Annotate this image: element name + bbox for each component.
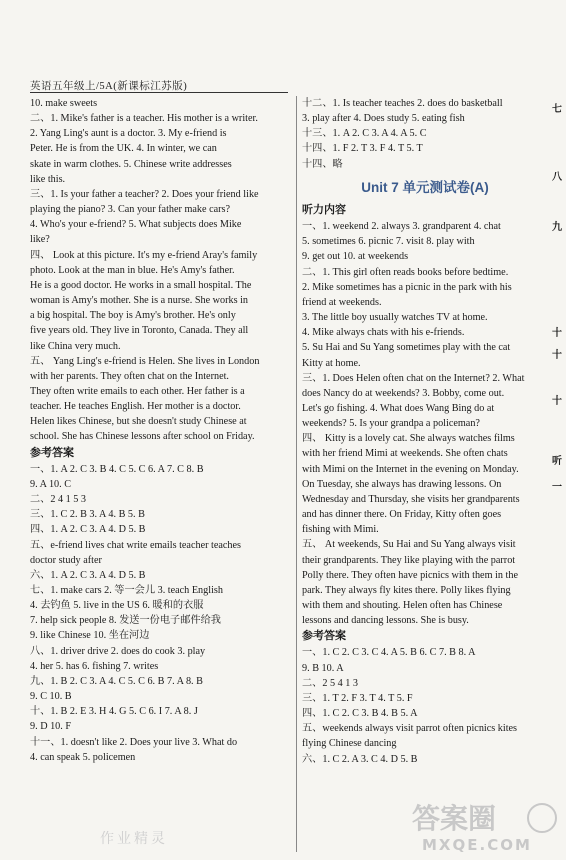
left-column-line: 9. A 10. C [30, 478, 72, 490]
left-column-line: 一、1. A 2. C 3. B 4. C 5. C 6. A 7. C 8. B [30, 463, 204, 475]
right-column-bottom [302, 203, 548, 767]
right-bottom-line: 五、 At weekends, Su Hai and Su Yang always visit [302, 539, 516, 551]
right-bottom-line: with Mimi on the Internet in the evening on Monday. [302, 463, 519, 475]
column-divider [296, 96, 297, 852]
right-bottom-line: 四、 Kitty is a lovely cat. She always watches films [302, 433, 515, 445]
left-column-line: school. She has Chinese lessons after school on Friday. [30, 431, 255, 443]
left-column-line: 9. like Chinese 10. 坐在河边 [30, 630, 150, 642]
edge-fragment: 十 [552, 328, 562, 339]
left-column-line: 四、1. A 2. C 3. A 4. D 5. B [30, 524, 146, 536]
right-bottom-line: 六、1. C 2. A 3. C 4. D 5. B [302, 753, 418, 765]
right-bottom-line: 一、1. C 2. C 3. C 4. A 5. B 6. C 7. B 8. A [302, 647, 476, 659]
right-bottom-line: with them and shouting. Helen often has Chinese [302, 600, 503, 611]
stamp-text: 作业精灵 [100, 831, 168, 847]
left-column-line: like China very much. [30, 340, 121, 352]
left-column-line: 六、1. A 2. C 3. A 4. D 5. B [30, 569, 146, 581]
left-column-line: 9. D 10. F [30, 721, 72, 733]
left-column-line: photo. Look at the man in blue. He's Amy's father. [30, 264, 235, 276]
left-column-line: 二、1. Mike's father is a teacher. His mother is a writer. [30, 113, 258, 125]
right-bottom-line: 3. The little boy usually watches TV at home. [302, 312, 488, 324]
left-column-line: like this. [30, 173, 66, 185]
right-bottom-line: weekends? 5. Is your grandpa a policeman? [302, 418, 480, 430]
right-bottom-line: On Tuesday, she always has drawing lessons. On [302, 478, 502, 490]
edge-fragment: 听 [552, 456, 562, 467]
left-column-line: 4. can speak 5. policemen [30, 751, 136, 763]
watermark-main-text: 答案圈 [412, 802, 497, 835]
left-column [30, 96, 292, 765]
left-column-line: 十一、1. doesn't like 2. Does your live 3. What do [30, 736, 238, 748]
right-bottom-line: 三、1. T 2. F 3. T 4. T 5. F [302, 692, 413, 704]
left-column-line: like? [30, 234, 50, 246]
right-bottom-line: 5. sometimes 6. picnic 7. visit 8. play with [302, 236, 475, 248]
left-column-line: 4. her 5. has 6. fishing 7. writes [30, 660, 159, 672]
right-bottom-line: Kitty at home. [302, 357, 361, 369]
right-top-line: 十二、1. Is teacher teaches 2. does do basketball [302, 98, 503, 109]
right-bottom-line: 一、1. weekend 2. always 3. grandparent 4. chat [302, 221, 501, 233]
right-bottom-line: their grandparents. They like playing with the parrot [302, 554, 516, 566]
left-column-line: 五、 Yang Ling's e-friend is Helen. She lives in London [30, 355, 260, 367]
left-column-line: with her parents. They often chat on the Internet. [30, 370, 229, 382]
right-bottom-line: park. They always fly kites there. Polly likes flying [302, 584, 511, 596]
header-rule [30, 92, 288, 93]
watermark-logo [392, 796, 562, 856]
left-column-line: 参考答案 [30, 446, 74, 459]
left-column-line: playing the piano? 3. Can your father make cars? [30, 204, 230, 216]
left-column-line: 五、e-friend lives chat write emails teacher teaches [30, 539, 242, 551]
left-column-line: Peter. He is from the UK. 4. In winter, we can [30, 143, 217, 155]
left-column-line: 2. Yang Ling's aunt is a doctor. 3. My e-friend is [30, 128, 227, 140]
left-column-line: skate in warm clothes. 5. Chinese write addresses [30, 158, 232, 170]
right-bottom-line: lessons and dancing lessons. She is busy. [302, 615, 469, 627]
left-column-line: teacher. He teaches English. Her mother is a doctor. [30, 401, 241, 413]
left-column-line: He is a good doctor. He works in a small hospital. The [30, 279, 252, 291]
left-column-line: 10. make sweets [30, 98, 98, 109]
right-column-top [302, 96, 548, 172]
left-column-line: woman is Amy's mother. She is a nurse. She works in [30, 295, 249, 307]
right-bottom-line: 听力内容 [302, 203, 346, 216]
left-column-line: They often write emails to each other. Her father is a [30, 385, 245, 397]
left-column-line: doctor study after [30, 554, 102, 566]
edge-fragment: 九 [552, 222, 562, 233]
right-bottom-line: 五、weekends always visit parrot often picnics kites [302, 723, 518, 735]
right-bottom-line: flying Chinese dancing [302, 738, 397, 750]
edge-fragment: 八 [552, 172, 562, 183]
right-bottom-line: friend at weekends. [302, 296, 382, 308]
right-column [302, 96, 548, 767]
right-bottom-line: 5. Su Hai and Su Yang sometimes play with the cat [302, 342, 511, 354]
left-column-line: 7. help sick people 8. 发送一份电子邮件给我 [30, 615, 221, 627]
right-bottom-line: 2. Mike sometimes has a picnic in the park with his [302, 281, 512, 293]
right-bottom-line: and has dinner there. On Friday, Kitty often goes [302, 509, 502, 521]
right-top-line: 十四、略 [302, 158, 343, 170]
right-top-line: 十四、1. F 2. T 3. F 4. T 5. T [302, 143, 423, 155]
left-column-line: 四、 Look at this picture. It's my e-friend Aray's family [30, 249, 258, 261]
watermark-url-text: MXQE.COM [422, 836, 532, 854]
left-column-line: 4. Who's your e-friend? 5. What subjects does Mike [30, 219, 242, 231]
watermark-badge-icon [528, 804, 556, 832]
right-bottom-line: 4. Mike always chats with his e-friends. [302, 327, 465, 339]
right-bottom-line: 9. get out 10. at weekends [302, 251, 409, 263]
right-bottom-line: Let's go fishing. 4. What does Wang Bing do at [302, 402, 495, 414]
right-bottom-line: 参考答案 [302, 630, 346, 643]
left-column-line: 三、1. Is your father a teacher? 2. Does your friend like [30, 188, 259, 200]
left-column-line: 4. 去钓鱼 5. live in the US 6. 暖和的衣服 [30, 600, 204, 612]
right-bottom-line: with her friend Mimi at weekends. She often chats [302, 448, 508, 460]
edge-fragment: 十 [552, 350, 562, 361]
left-column-line: 9. C 10. B [30, 691, 72, 703]
right-bottom-line: Polly there. They often have picnics with them in the [302, 569, 518, 581]
edge-fragment: 一 [552, 482, 562, 493]
right-bottom-line: 9. B 10. A [302, 662, 344, 674]
left-column-line: 八、1. driver drive 2. does do cook 3. play [30, 645, 206, 657]
right-bottom-line: fishing with Mimi. [302, 524, 379, 536]
right-bottom-line: 二、2 5 4 1 3 [302, 677, 359, 689]
left-column-line: 九、1. B 2. C 3. A 4. C 5. C 6. B 7. A 8. B [30, 675, 203, 687]
right-bottom-line: Wednesday and Thursday, she visits her grandparents [302, 493, 520, 505]
left-column-line: 三、1. C 2. B 3. A 4. B 5. B [30, 509, 145, 521]
right-bottom-line: 四、1. C 2. C 3. B 4. B 5. A [302, 708, 418, 720]
edge-fragment: 七 [552, 104, 562, 115]
edge-fragment: 十 [552, 396, 562, 407]
page-header: 英语五年级上/5A(新课标江苏版) [30, 81, 188, 92]
right-bottom-line: 二、1. This girl often reads books before bedtime. [302, 266, 509, 278]
left-column-line: 二、2 4 1 5 3 [30, 494, 87, 506]
left-column-line: a big hospital. The boy is Amy's brother. He's only [30, 310, 236, 322]
left-column-line: 七、1. make cars 2. 等一会儿 3. teach English [30, 585, 223, 596]
right-bottom-line: 三、1. Does Helen often chat on the Internet? 2. What [302, 372, 525, 384]
unit-title: Unit 7 单元测试卷(A) [361, 179, 489, 195]
right-top-line: 十三、1. A 2. C 3. A 4. A 5. C [302, 128, 427, 140]
left-column-line: 十、1. B 2. E 3. H 4. G 5. C 6. I 7. A 8. J [30, 706, 198, 718]
left-column-line: Helen likes Chinese, but she doesn't study Chinese at [30, 416, 247, 428]
right-bottom-line: does Nancy do at weekends? 3. Bobby, come out. [302, 387, 505, 399]
left-column-line: five years old. They live in Toronto, Canada. They all [30, 325, 249, 337]
right-top-line: 3. play after 4. Does study 5. eating fish [302, 113, 465, 125]
